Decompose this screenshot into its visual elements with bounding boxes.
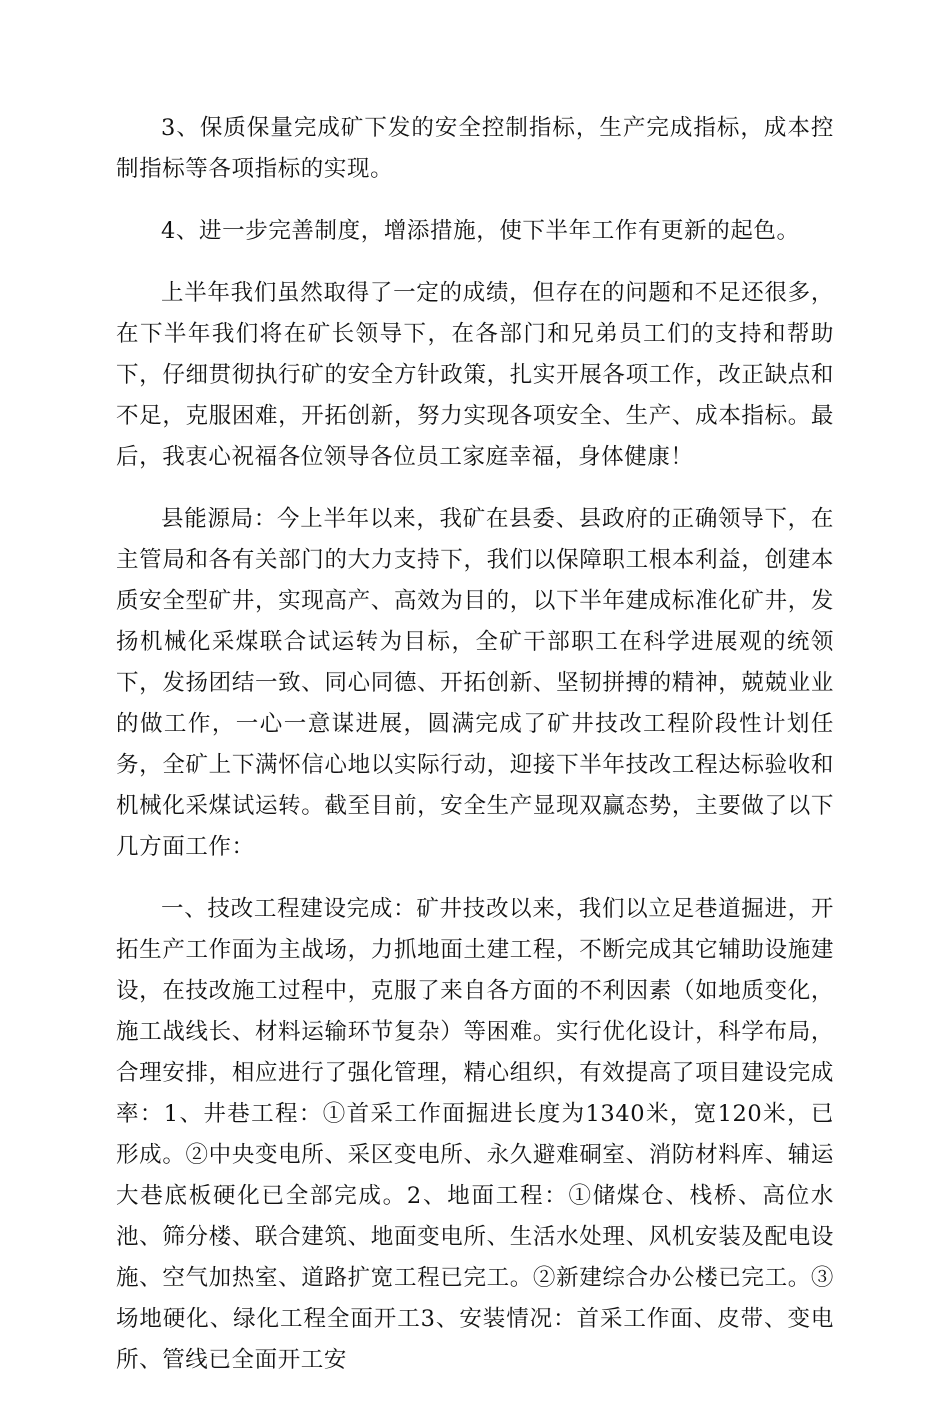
paragraph-renovation-progress: 一、技改工程建设完成：矿井技改以来，我们以立足巷道掘进，开拓生产工作面为主战场，力抓地面土建工程，不断完成其它辅助设施建设，在技改施工过程中，克服了来自各方面的不利因素（如地质变化，施工战线长、材料运输环节复杂）等困难。实行优化设计，科学布局，合理安排，相应进行了强化管理，精心组织，有效提高了项目建设完成率：1、井巷工程：①首采工作面掘进长度为1340米，宽120米，已形成。②中央变电所、采区变电所、永久避难硐室、消防材料库、辅运大巷底板硬化已全部完成。2、地面工程：①储煤仓、栈桥、高位水池、筛分楼、联合建筑、地面变电所、生活水处理、风机安装及配电设施、空气加热室、道路扩宽工程已完工。②新建综合办公楼已完工。③场地硬化、绿化工程全面开工3、安装情况：首采工作面、皮带、变电所、管线已全面开工安 <box>116 896 834 1373</box>
paragraph-half-year-summary: 上半年我们虽然取得了一定的成绩，但存在的问题和不足还很多，在下半年我们将在矿长领导下，在各部门和兄弟员工们的支持和帮助下，仔细贯彻执行矿的安全方针政策，扎实开展各项工作，改正缺点和不足，克服困难，开拓创新，努力实现各项安全、生产、成本指标。最后，我衷心祝福各位领导各位员工家庭幸福，身体健康！ <box>116 280 834 470</box>
paragraph-safety-targets: 3、保质保量完成矿下发的安全控制指标，生产完成指标，成本控制指标等各项指标的实现。 <box>116 115 834 182</box>
paragraph-improve-system: 4、进一步完善制度，增添措施，使下半年工作有更新的起色。 <box>161 218 800 244</box>
document-page <box>116 108 834 1402</box>
paragraph-energy-bureau-report: 县能源局：今上半年以来，我矿在县委、县政府的正确领导下，在主管局和各有关部门的大力支持下，我们以保障职工根本利益，创建本质安全型矿井，实现高产、高效为目的，以下半年建成标准化矿井，发扬机械化采煤联合试运转为目标，全矿干部职工在科学进展观的统领下，发扬团结一致、同心同德、开拓创新、坚韧拼搏的精神，兢兢业业的做工作，一心一意谋进展，圆满完成了矿井技改工程阶段性计划任务，全矿上下满怀信心地以实际行动，迎接下半年技改工程达标验收和机械化采煤试运转。截至目前，安全生产显现双赢态势，主要做了以下几方面工作： <box>116 506 834 860</box>
